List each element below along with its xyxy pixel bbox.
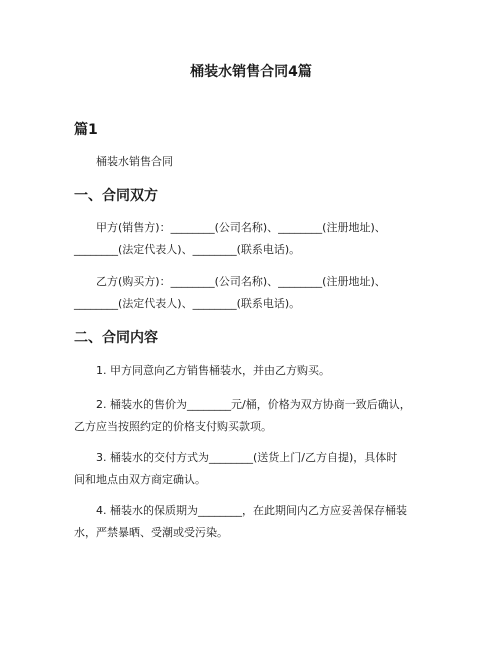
- contract-name: 桶装水销售合同: [96, 155, 173, 168]
- item-3-line-2: 间和地点由双方商定确认。: [74, 473, 206, 486]
- item-3-line-1: 3. 桶装水的交付方式为________(送货上门/乙方自提)，具体时: [96, 451, 398, 464]
- part-label: 篇1: [74, 122, 98, 138]
- party-b-line-2: ________(法定代表人)、________(联系电话)。: [74, 297, 301, 310]
- content-item-4: [74, 500, 432, 544]
- party-b-paragraph: [74, 271, 432, 315]
- section-heading-content: 二、合同内容: [74, 330, 158, 346]
- party-a-paragraph: [74, 217, 432, 261]
- item-1-line-1: 1. 甲方同意向乙方销售桶装水，并由乙方购买。: [96, 364, 330, 377]
- item-4-line-1: 4. 桶装水的保质期为________，在此期间内乙方应妥善保存桶装: [96, 504, 407, 517]
- document-title: 桶装水销售合同4篇: [190, 64, 312, 80]
- item-2-line-2: 乙方应当按照约定的价格支付购买款项。: [74, 420, 272, 433]
- party-a-line-2: ________(法定代表人)、________(联系电话)。: [74, 243, 301, 256]
- item-4-line-2: 水，严禁暴晒、受潮或受污染。: [74, 526, 228, 539]
- party-a-line-1: 甲方(销售方)：________(公司名称)、________(注册地址)、: [96, 221, 386, 234]
- item-2-line-1: 2. 桶装水的售价为________元/桶，价格为双方协商一致后确认，: [96, 398, 411, 411]
- content-item-1: [74, 360, 432, 382]
- party-b-line-1: 乙方(购买方)：________(公司名称)、________(注册地址)、: [96, 275, 386, 288]
- section-heading-parties: 一、合同双方: [74, 188, 158, 204]
- content-item-2: [74, 394, 432, 438]
- content-item-3: [74, 447, 432, 491]
